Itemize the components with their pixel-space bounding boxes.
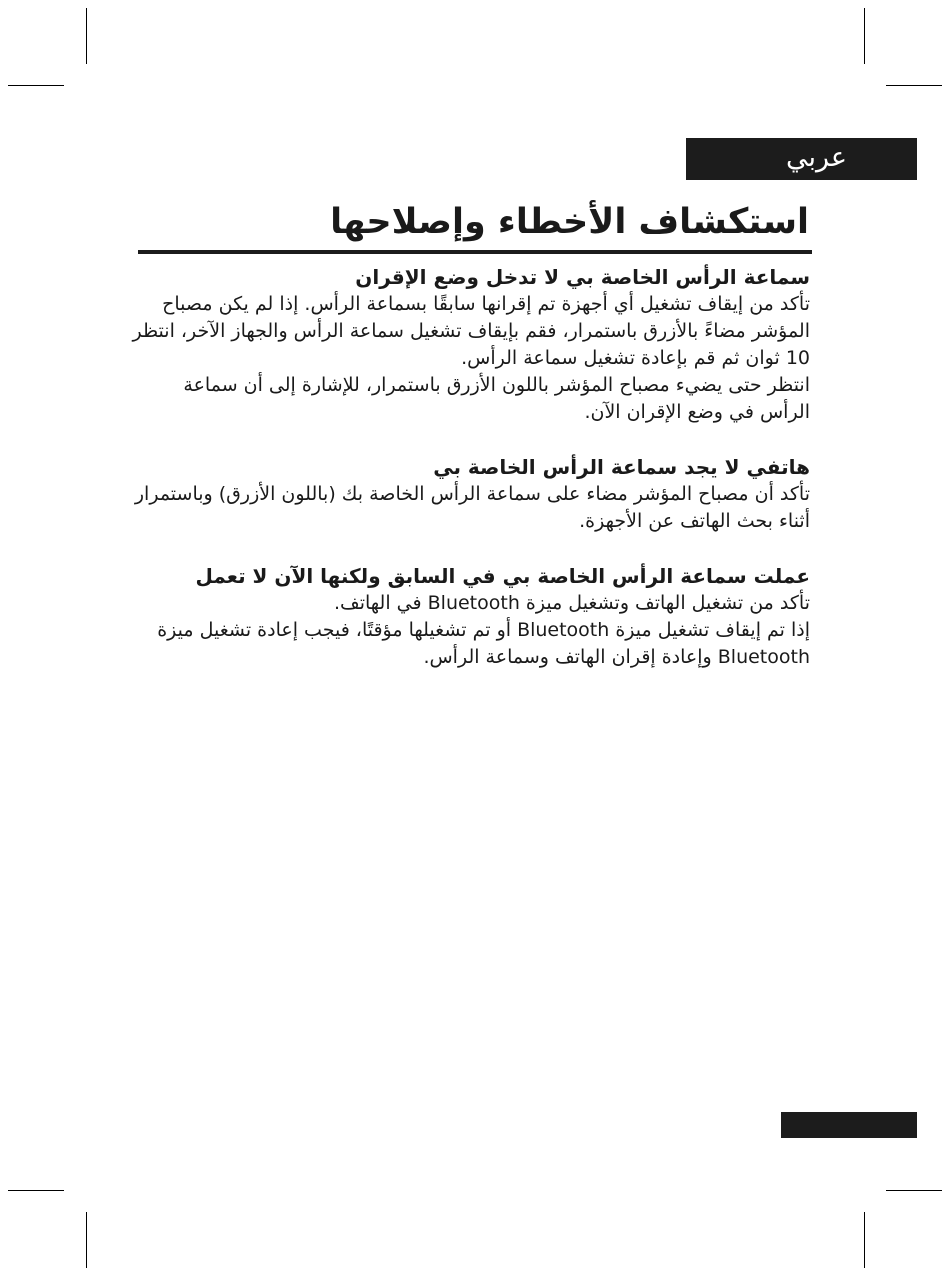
crop-mark-bottom-left-vertical <box>86 1212 87 1268</box>
page-number-bar <box>781 1112 917 1138</box>
crop-mark-top-right-horizontal <box>886 85 942 86</box>
paragraph: تأكد من إيقاف تشغيل أي أجهزة تم إقرانها سابقًا بسماعة الرأس. إذا لم يكن مصباح المؤشر مضاءً بالأزرق باستمرار، فقم بإيقاف تشغيل سماعة الرأس والجهاز الآخر، انتظر 10 ثوان ثم قم بإعادة تشغيل سماعة الرأس. <box>132 293 810 369</box>
crop-mark-bottom-left-horizontal <box>8 1190 64 1191</box>
section-heading: عملت سماعة الرأس الخاصة بي في السابق ولكنها الآن لا تعمل <box>195 564 810 588</box>
title-underline <box>138 250 812 254</box>
page-title: استكشاف الأخطاء وإصلاحها <box>330 202 809 242</box>
paragraph: تأكد أن مصباح المؤشر مضاء على سماعة الرأس الخاصة بك (باللون الأزرق) وباستمرار أثناء بحث الهاتف عن الأجهزة. <box>134 483 810 532</box>
language-tab: عربي <box>686 138 917 180</box>
crop-mark-top-left-horizontal <box>8 85 64 86</box>
section-heading: سماعة الرأس الخاصة بي لا تدخل وضع الإقران <box>355 265 810 289</box>
section-body <box>130 481 810 535</box>
crop-mark-top-right-vertical <box>864 8 865 64</box>
crop-mark-bottom-right-vertical <box>864 1212 865 1268</box>
section-stopped-working <box>130 563 810 671</box>
crop-mark-top-left-vertical <box>86 8 87 64</box>
crop-mark-bottom-right-horizontal <box>886 1190 942 1191</box>
section-heading: هاتفي لا يجد سماعة الرأس الخاصة بي <box>433 455 810 479</box>
paragraph: إذا تم إيقاف تشغيل ميزة Bluetooth أو تم تشغيلها مؤقتًا، فيجب إعادة تشغيل ميزة Bluetooth وإعادة إقران الهاتف وسماعة الرأس. <box>157 619 810 668</box>
paragraph: انتظر حتى يضيء مصباح المؤشر باللون الأزرق باستمرار، للإشارة إلى أن سماعة الرأس في وضع الإقران الآن. <box>183 374 810 423</box>
section-body <box>130 291 810 426</box>
section-body <box>130 590 810 671</box>
paragraph: تأكد من تشغيل الهاتف وتشغيل ميزة Bluetooth في الهاتف. <box>334 592 810 614</box>
troubleshooting-content <box>130 264 810 699</box>
section-pairing-mode <box>130 264 810 426</box>
section-phone-not-finding <box>130 454 810 535</box>
